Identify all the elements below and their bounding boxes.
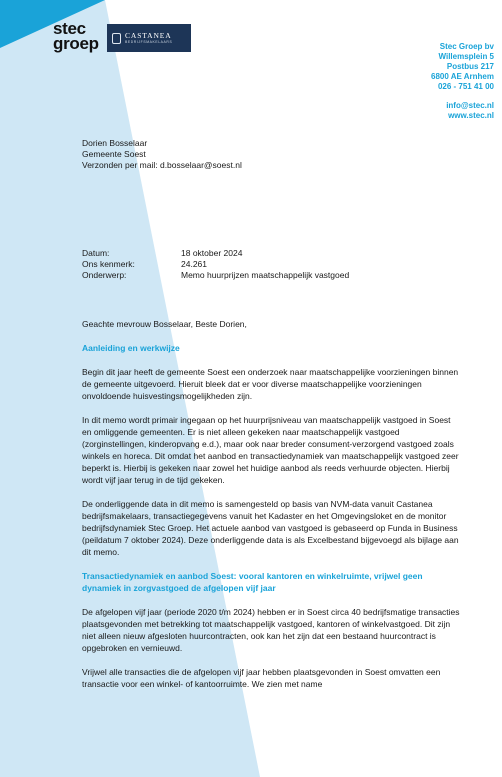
date-value: 18 oktober 2024 — [181, 248, 243, 258]
meta-row-subject — [82, 270, 349, 281]
meta-row-reference — [82, 259, 349, 270]
castanea-name: CASTANEA — [125, 30, 172, 40]
logo-text-stec: stec — [53, 19, 86, 38]
reference-value: 24.261 — [181, 259, 207, 269]
sender-email[interactable]: info@stec.nl — [446, 101, 494, 110]
recipient-organization: Gemeente Soest — [82, 149, 146, 159]
castanea-subtitle: BEDRIJFSMAKELAARS — [125, 39, 173, 44]
sender-pobox: Postbus 217 — [446, 62, 494, 71]
recipient-sent-via: Verzonden per mail: d.bosselaar@soest.nl — [82, 160, 242, 170]
paragraph: In dit memo wordt primair ingegaan op het huurprijsniveau van maatschappelijk vastgoed in Soest en omliggende gemeenten. Er is niet alleen gekeken naar maatschappelijk vastgoed (zorginstellingen, kinderopvang e.d.), maar ook naar breder consument-verzorgend vastgoed zoals winkels en horeca. Dit omdat het aanbod en transactiedynamiek van maatschappelijk vastgoed zeer beperkt is. Hierbij is gekeken naar zowel het huidige aanbod als reeds verhuurde objecten. Hierbij wordt vijf jaar terug in de tijd gekeken. — [82, 415, 459, 485]
salutation: Geachte mevrouw Bosselaar, Beste Dorien, — [82, 319, 247, 329]
paragraph: De onderliggende data in dit memo is samengesteld op basis van NVM-data vanuit Castanea bedrijfsmakelaars, transactiegegevens vanuit het Kadaster en het Omgevingsloket en de monitor bedrijfsdynamiek Stec Groep. Het actuele aanbod van vastgoed is gebaseerd op Funda in Business (peildatum 7 oktober 2024). Deze onderliggende data is als Excelbestand bijgevoegd als bijlage aan dit memo. — [82, 499, 459, 557]
recipient-name: Dorien Bosselaar — [82, 138, 148, 148]
logo-text-groep: groep — [53, 34, 99, 53]
sender-street: Willemsplein 5 — [438, 52, 494, 61]
paragraph: De afgelopen vijf jaar (periode 2020 t/m 2024) hebben er in Soest circa 40 bedrijfsmatige transacties plaatsgevonden met betrekking tot maatschappelijk vastgoed, kantoren of winkelvastgoed. Dit zijn niet alleen nieuw afgesloten huurcontracten, ook kan het zijn dat een bestaand huurcontract is opgebroken en vernieuwd. — [82, 607, 460, 653]
letter-body — [82, 318, 462, 702]
stec-groep-logo — [53, 21, 99, 51]
castanea-mark-icon — [112, 33, 121, 44]
subject-value: Memo huurprijzen maatschappelijk vastgoed — [181, 270, 350, 280]
meta-row-date — [82, 248, 349, 259]
section-heading-transactiedynamiek: Transactiedynamiek en aanbod Soest: vooral kantoren en winkelruimte, vrijwel geen dynamiek in zorgvastgoed de afgelopen vijf jaar — [82, 571, 423, 593]
castanea-logo — [107, 24, 191, 52]
letter-meta — [82, 248, 349, 281]
date-label: Datum: — [82, 248, 110, 258]
sender-name: Stec Groep bv — [439, 42, 494, 51]
paragraph: Vrijwel alle transacties die de afgelopen vijf jaar hebben plaatsgevonden in Soest omvatten een transactie voor een winkel- of kantoorruimte. We zien met name — [82, 667, 441, 689]
sender-address-block — [431, 42, 494, 121]
sender-phone: 026 - 751 41 00 — [437, 82, 494, 91]
reference-label: Ons kenmerk: — [82, 259, 135, 269]
subject-label: Onderwerp: — [82, 270, 127, 280]
recipient-block — [82, 138, 242, 171]
sender-website[interactable]: www.stec.nl — [448, 111, 494, 120]
section-heading-aanleiding: Aanleiding en werkwijze — [82, 343, 180, 353]
paragraph: Begin dit jaar heeft de gemeente Soest een onderzoek naar maatschappelijke voorzieningen binnen de gemeente uitgevoerd. Hieruit bleek dat er voor diverse maatschappelijke voorzieningen onvoldoende huisvestingsmogelijkheden zijn. — [82, 367, 459, 401]
sender-city: 6800 AE Arnhem — [431, 72, 494, 81]
